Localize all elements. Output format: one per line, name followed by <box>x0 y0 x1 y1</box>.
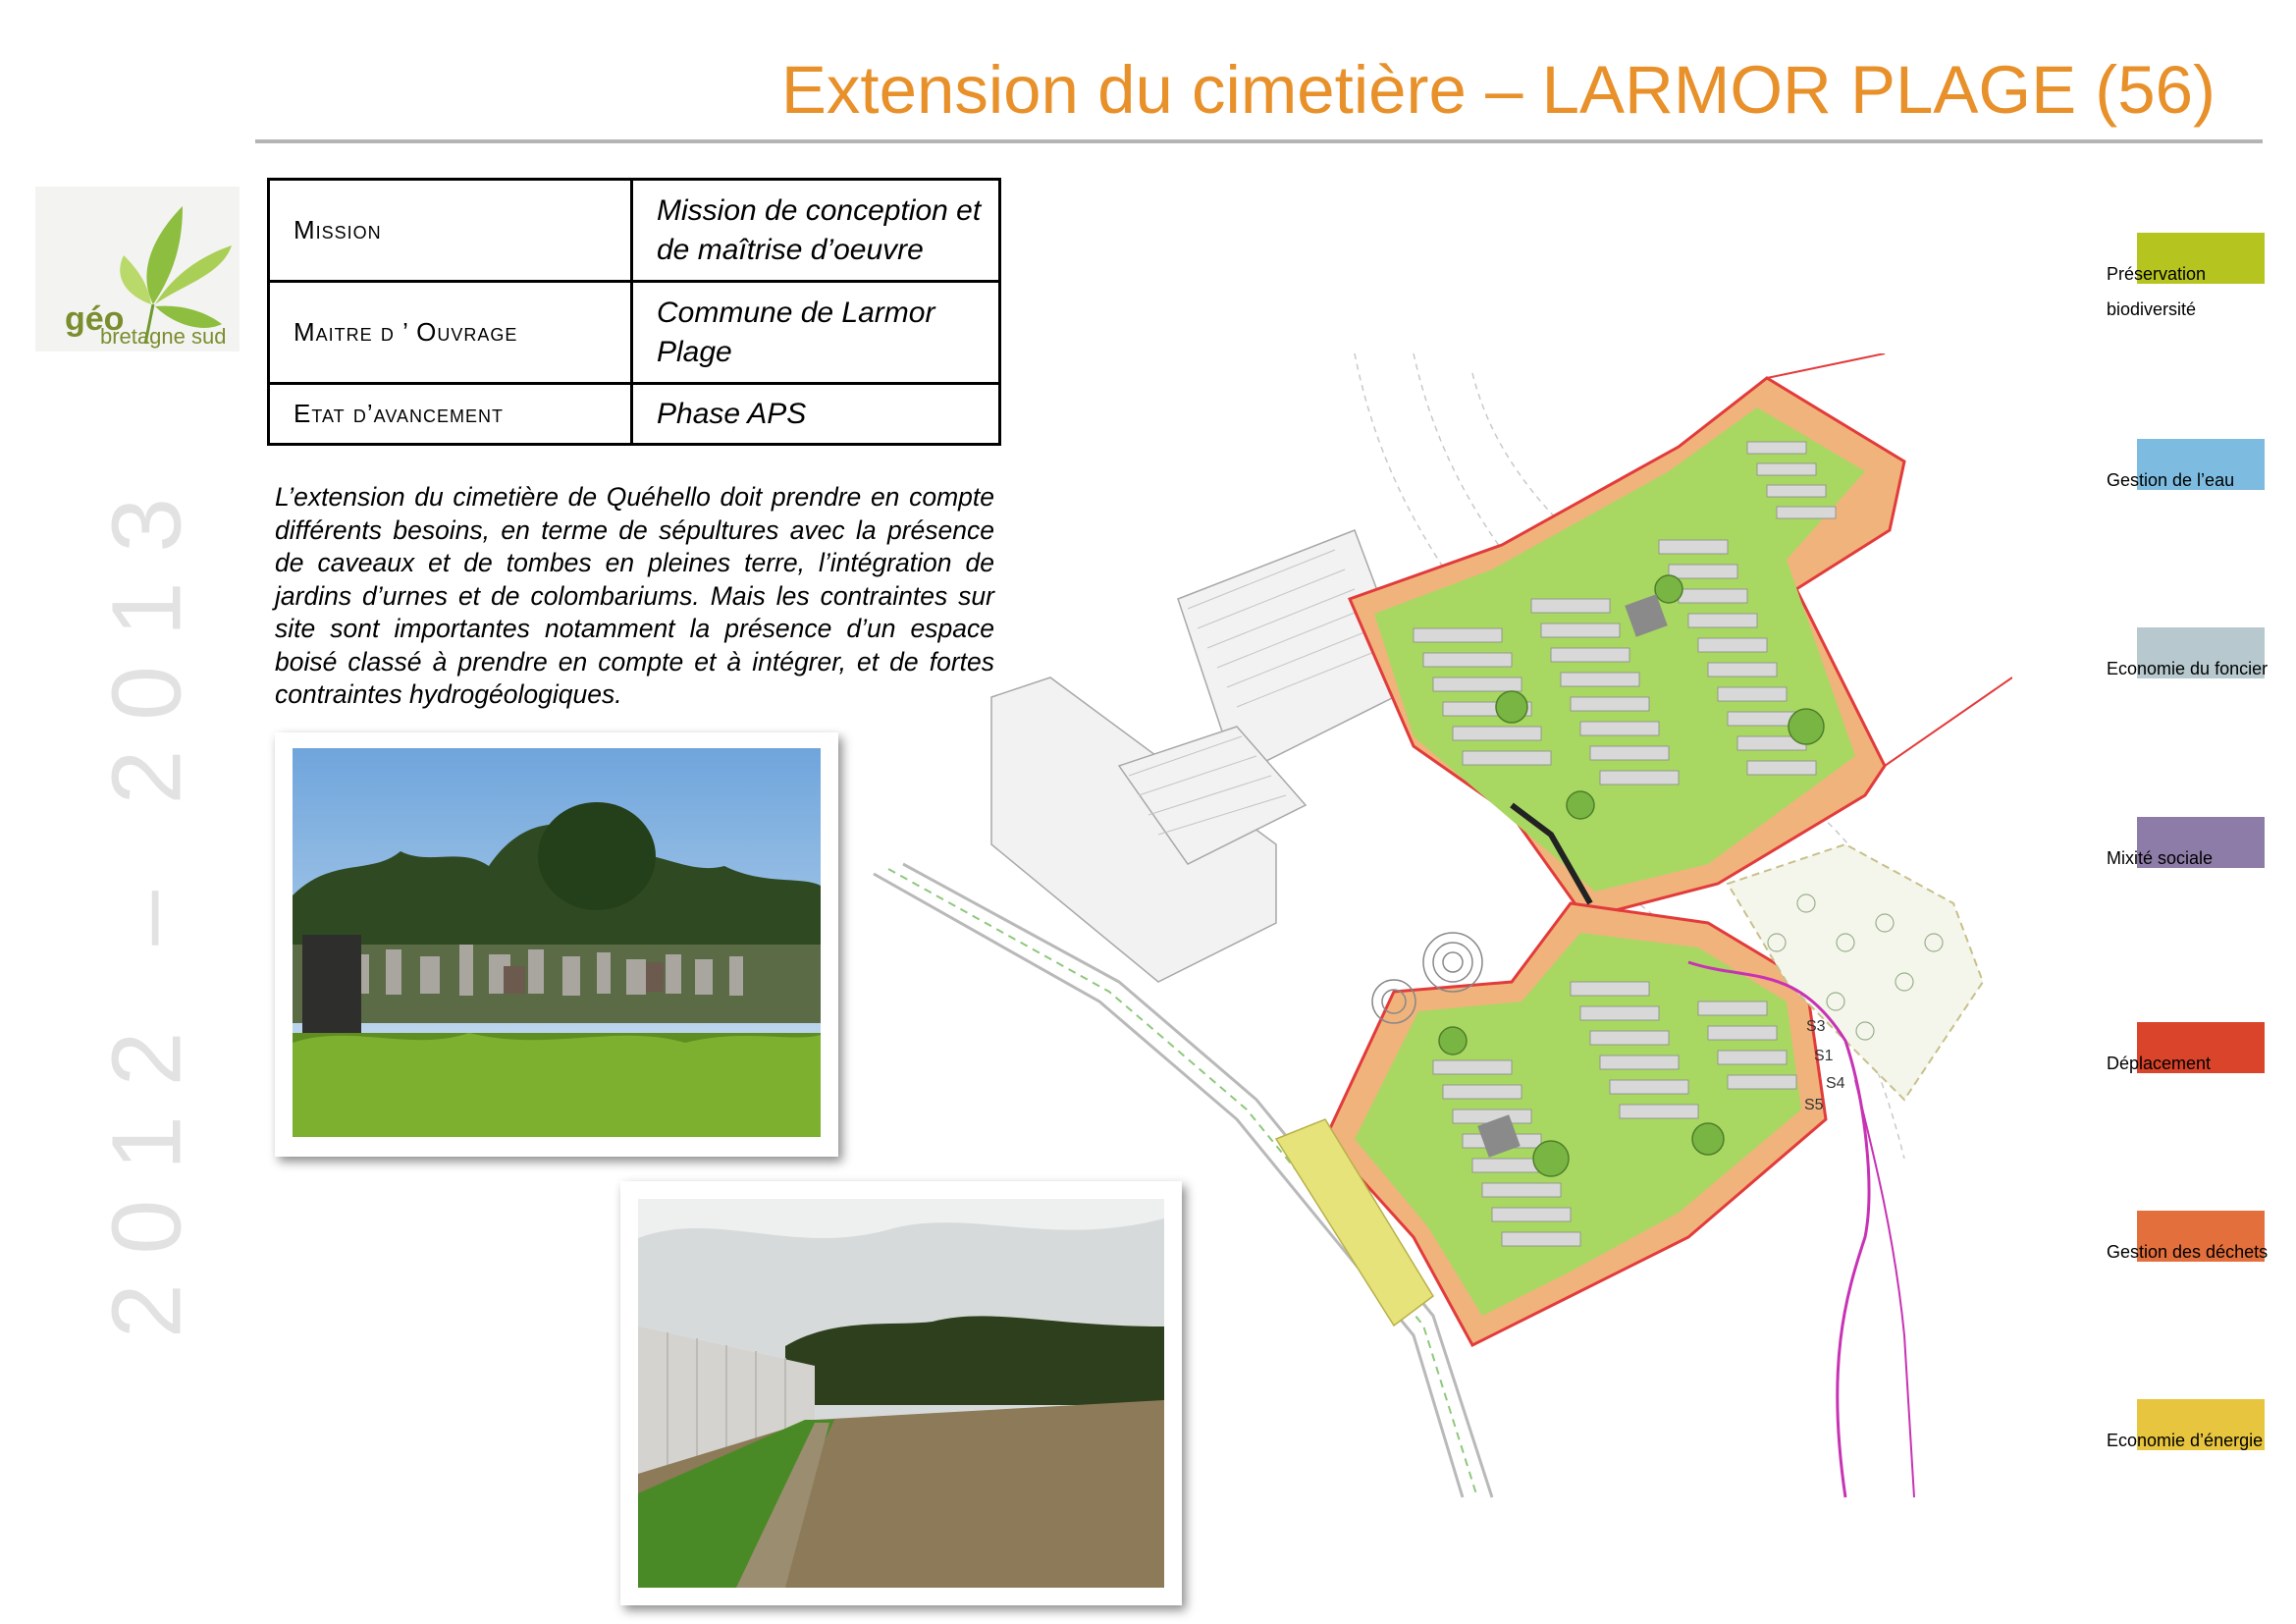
legend-label-dechets: Gestion des déchets <box>2107 1242 2269 1262</box>
logo-word-bretagne-sud: bretagne sud <box>100 324 227 349</box>
mission-value: Mission de conception et de maîtrise d’oeuvre <box>632 180 1000 282</box>
legend-label-eau: Gestion de l’eau <box>2107 470 2235 490</box>
plan-label-s5: S5 <box>1804 1097 1824 1113</box>
project-description: L’extension du cimetière de Quéhello doit prendre en compte différents besoins, en terme de sépultures avec la présence de caveaux et de tombes en pleines terre, l’intégration de jardins d’urnes et de colombariums. Mais les contraintes sur site sont importantes notamment la présence d’un espace boisé classé à prendre en compte et à intégrer, et de fortes contraintes hydrogéologiques. <box>275 482 994 709</box>
maitre-ouvrage-label: Maitre d ’ Ouvrage <box>269 282 632 384</box>
year-range-text: 2012 – 2013 <box>91 467 202 1339</box>
year-range <box>91 467 202 1339</box>
legend-label-deplacement: Déplacement <box>2107 1054 2212 1073</box>
legend-label-mixite: Mixité sociale <box>2107 848 2214 868</box>
legend-label-preservation-line1: Préservation <box>2107 264 2207 284</box>
cemetery-photo <box>275 732 838 1157</box>
legend-label-foncier: Economie du foncier <box>2107 659 2269 678</box>
logo-word-geo: géo <box>65 300 125 338</box>
title-divider <box>255 139 2263 143</box>
geo-bretagne-sud-logo <box>35 187 240 352</box>
page-title: Extension du cimetière – LARMOR PLAGE (56) <box>780 52 2216 128</box>
legend-label-preservation <box>2107 256 2206 327</box>
plan-label-s1: S1 <box>1814 1048 1834 1064</box>
plan-label-s4: S4 <box>1826 1075 1845 1092</box>
plan-label-s3: S3 <box>1806 1018 1826 1035</box>
maitre-ouvrage-value: Commune de Larmor Plage <box>632 282 1000 384</box>
legend-label-preservation-line2: biodiversité <box>2107 299 2197 319</box>
mission-label: Mission <box>269 180 632 282</box>
etat-avancement-value: Phase APS <box>632 384 1000 445</box>
site-plan <box>864 353 2012 1507</box>
legend-label-energie: Economie d’énergie <box>2107 1431 2264 1450</box>
etat-avancement-label: Etat d’avancement <box>269 384 632 445</box>
table-row <box>269 180 1000 282</box>
